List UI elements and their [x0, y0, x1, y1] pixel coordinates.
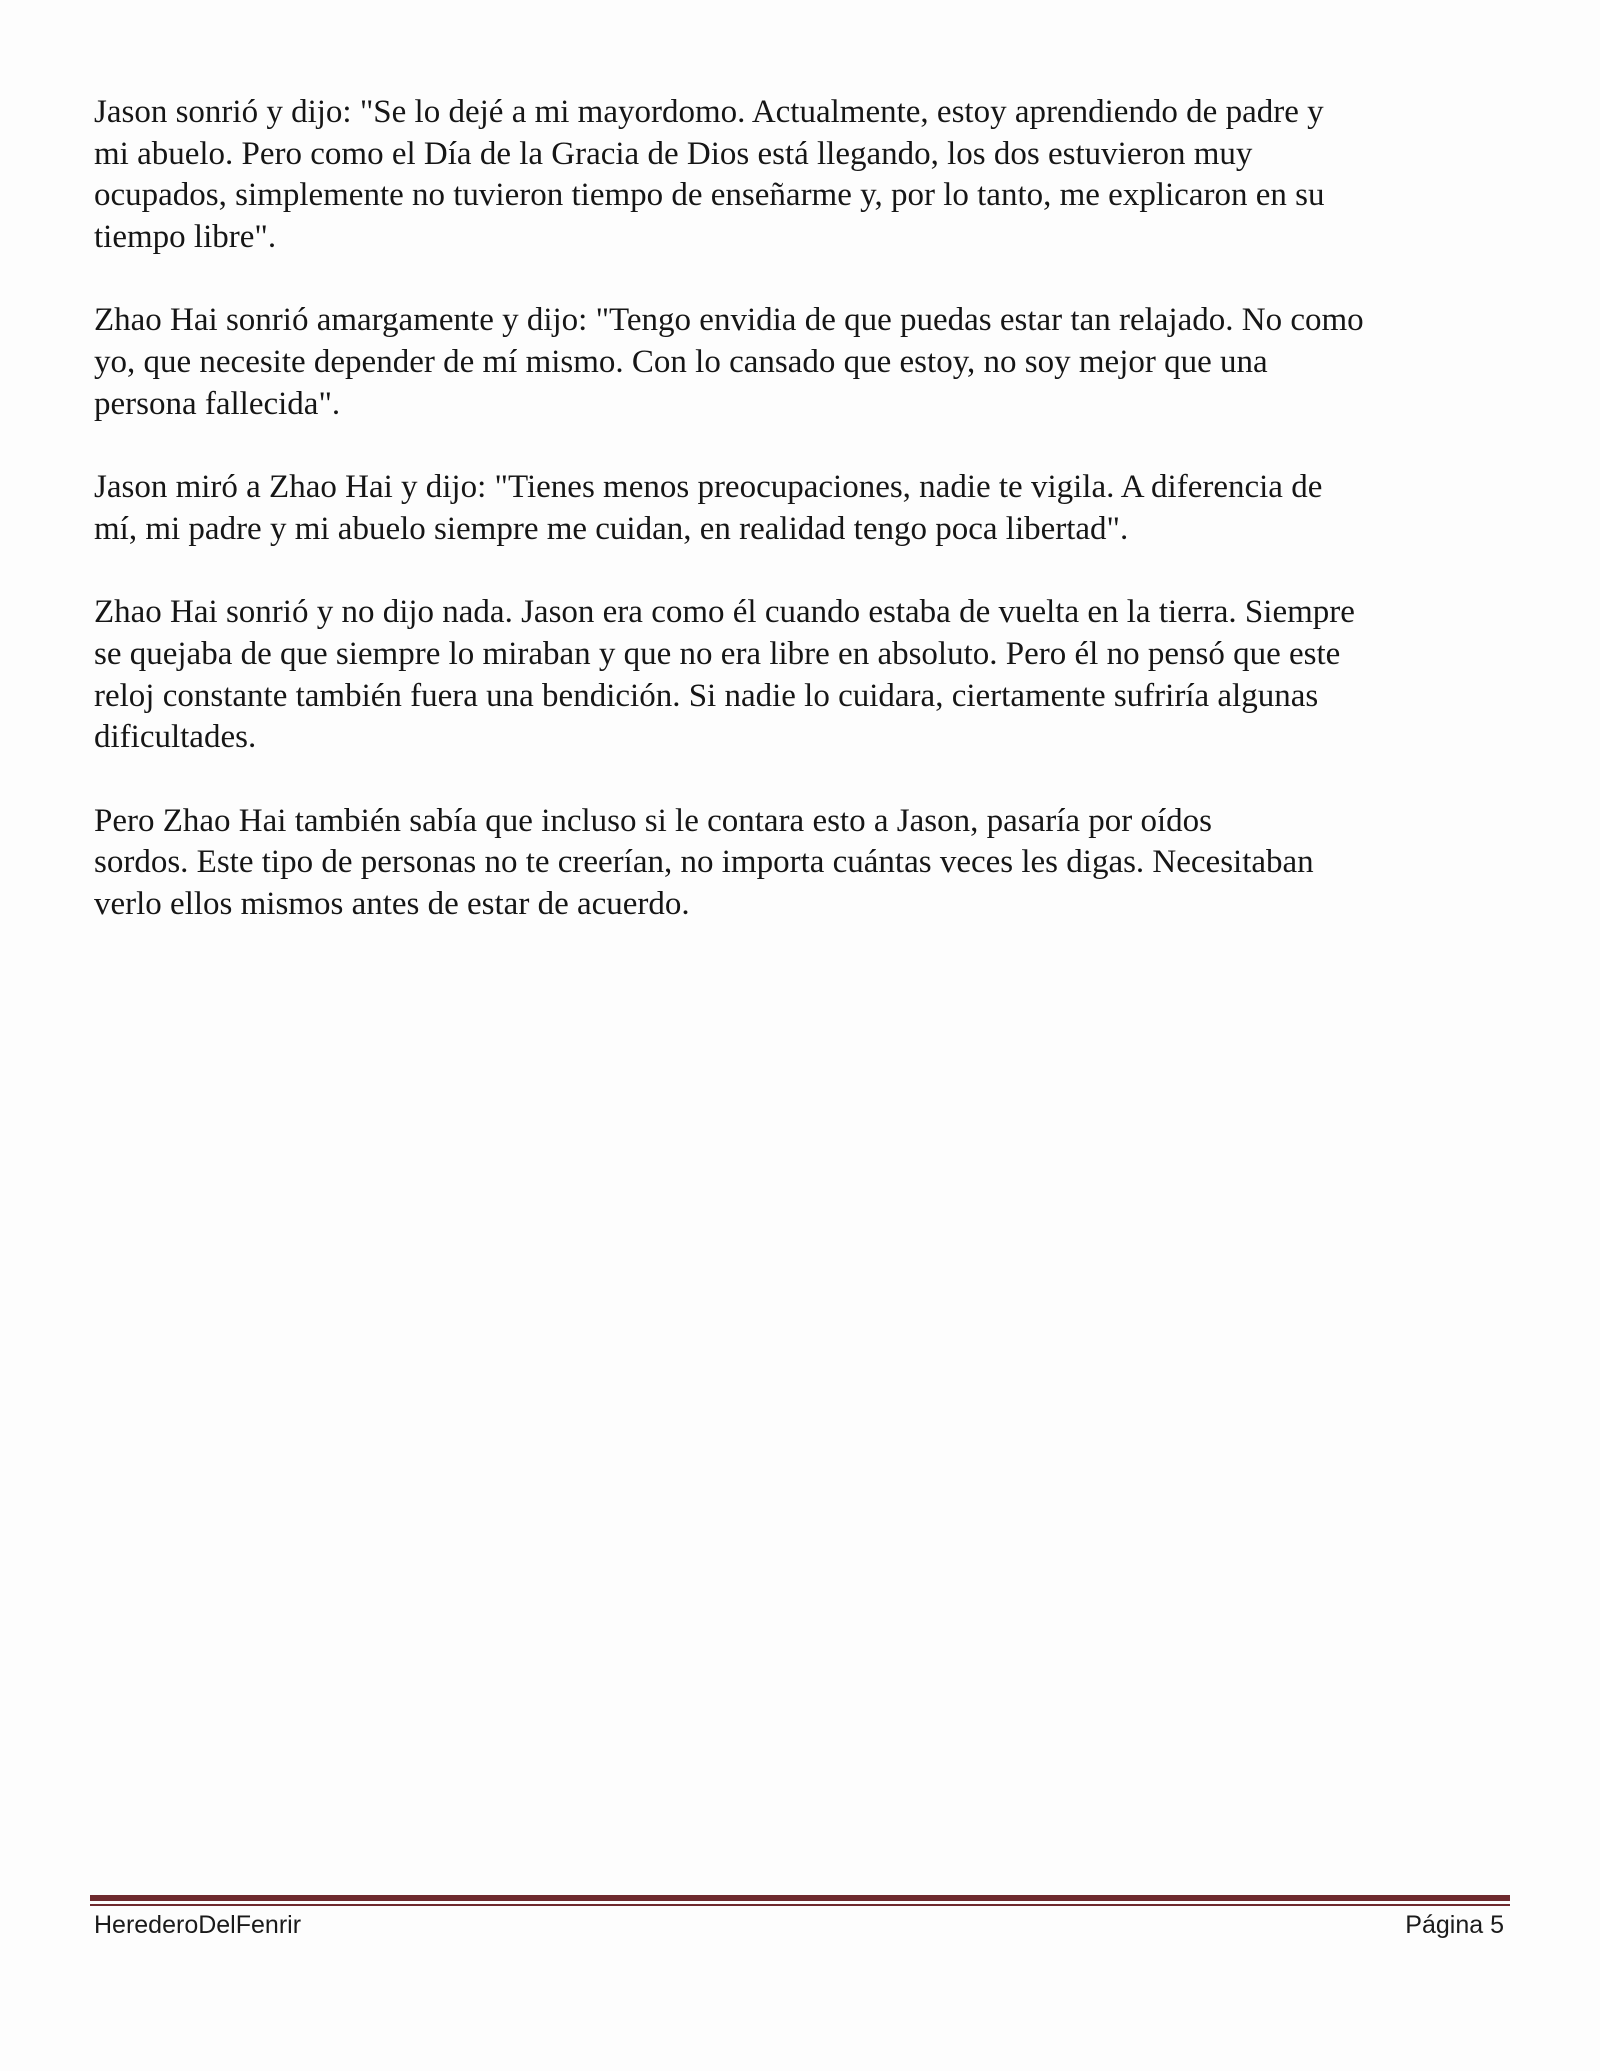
footer-author: HerederoDelFenrir [94, 1911, 302, 1939]
paragraph-5: Pero Zhao Hai también sabía que incluso si le contara esto a Jason, pasaría por oídos sordos. Este tipo de personas no te creerían, no importa cuántas veces les digas. Necesitaban verlo ellos mismos antes de estar de acuerdo. [94, 802, 1314, 922]
paragraph-1: Jason sonrió y dijo: "Se lo dejé a mi mayordomo. Actualmente, estoy aprendiendo de padre y mi abuelo. Pero como el Día de la Gracia de Dios está llegando, los dos estuvieron muy ocupados, simplemente no tuvieron tiempo de enseñarme y, por lo tanto, me explicaron en su tiempo libre". [94, 94, 1325, 255]
page-body [94, 92, 1534, 968]
paragraph-4: Zhao Hai sonrió y no dijo nada. Jason era como él cuando estaba de vuelta en la tierra. Siempre se quejaba de que siempre lo miraban y que no era libre en absoluto. Pero él no pensó que este reloj constante también fuera una bendición. Si nadie lo cuidara, ciertamente sufriría algunas dificultades. [94, 594, 1355, 756]
footer-page-number: Página 5 [1405, 1911, 1504, 1939]
footer-divider-thick [90, 1895, 1510, 1901]
footer-divider-thin [90, 1904, 1510, 1906]
paragraph-3: Jason miró a Zhao Hai y dijo: "Tienes menos preocupaciones, nadie te vigila. A diferencia de mí, mi padre y mi abuelo siempre me cuidan, en realidad tengo poca libertad". [94, 469, 1323, 547]
footer-divider [90, 1895, 1510, 1907]
paragraph-2: Zhao Hai sonrió amargamente y dijo: "Tengo envidia de que puedas estar tan relajado. No como yo, que necesite depender de mí mismo. Con lo cansado que estoy, no soy mejor que una persona fallecida". [94, 302, 1364, 422]
